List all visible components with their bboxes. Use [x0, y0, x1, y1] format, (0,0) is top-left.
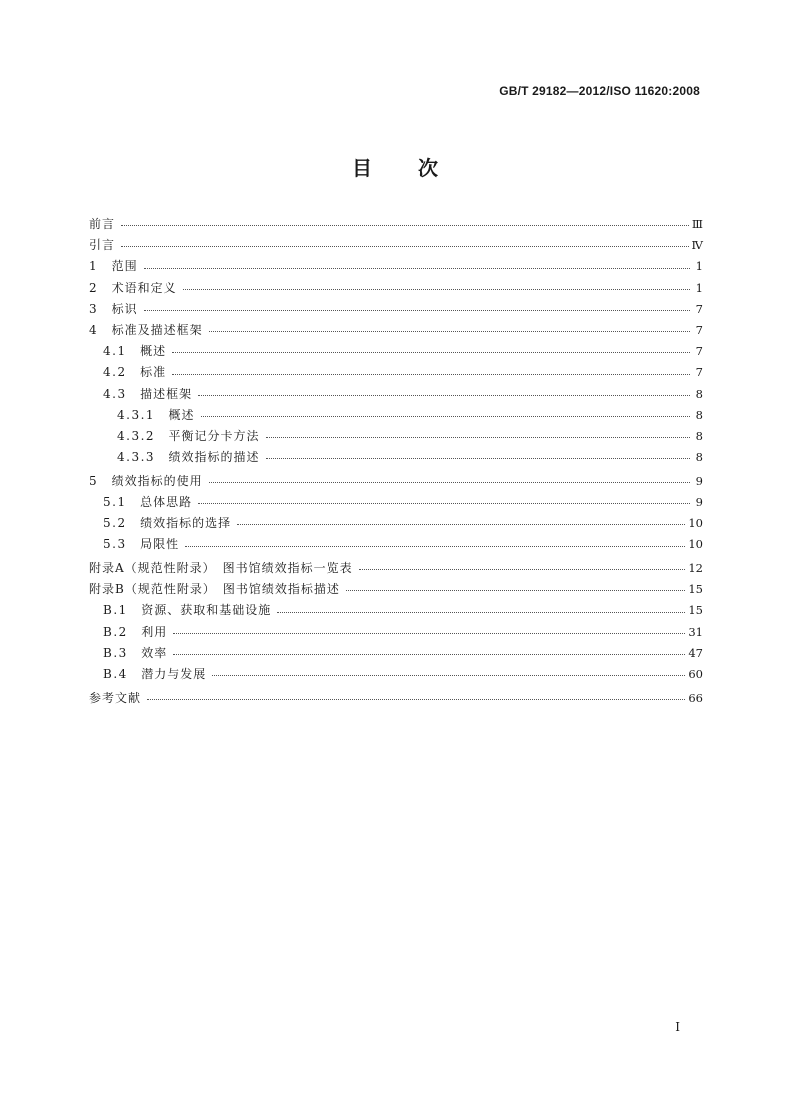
toc-leader-dots [198, 395, 690, 396]
toc-entry-page: 60 [688, 666, 703, 681]
toc-entry-label: 概述 [168, 407, 195, 422]
toc-entry-page: Ⅲ [691, 217, 703, 231]
toc-entry-label: 利用 [141, 624, 168, 639]
toc-entry-number: 4.3.2 [117, 428, 169, 443]
toc-entry-label: 标识 [111, 301, 138, 316]
toc-entry-label: 资源、获取和基础设施 [141, 603, 272, 618]
toc-leader-dots [266, 458, 690, 459]
toc-leader-dots [212, 675, 685, 676]
toc-leader-dots [144, 310, 690, 311]
toc-entry-number: 2 [89, 280, 112, 295]
toc-entry[interactable] [89, 214, 703, 235]
toc-leader-dots [121, 225, 689, 226]
toc-entry[interactable] [89, 426, 703, 447]
toc-entry-label: 概述 [140, 344, 167, 359]
toc-leader-dots [209, 482, 690, 483]
toc-entry-number: B.2 [103, 624, 142, 639]
toc-entry-page: 31 [688, 624, 703, 639]
toc-entry-number: 1 [89, 259, 112, 274]
toc-entry[interactable] [89, 235, 703, 256]
toc-entry-label: 术语和定义 [111, 280, 177, 295]
toc-leader-dots [147, 699, 685, 700]
toc-entry[interactable] [89, 405, 703, 426]
toc-entry[interactable] [89, 471, 703, 492]
toc-entry-page: 10 [688, 516, 703, 531]
toc-entry-page: 8 [695, 450, 703, 465]
toc-entry-number: 4.3.1 [117, 407, 169, 422]
toc-entry[interactable] [89, 558, 703, 579]
toc-entry-number: 4.2 [103, 365, 141, 380]
toc-entry-label: 标准 [140, 365, 167, 380]
toc-entry-label: 范围 [111, 259, 138, 274]
toc-entry[interactable] [89, 622, 703, 643]
toc-leader-dots [198, 503, 690, 504]
toc-leader-dots [359, 569, 686, 570]
toc-entry-number: 4.3 [103, 386, 141, 401]
toc-entry-label: 引言 [89, 238, 116, 253]
page-title: 目 次 [352, 156, 440, 180]
toc-leader-dots [121, 246, 688, 247]
toc-entry[interactable] [89, 341, 703, 362]
toc-entry-number: 5 [89, 473, 112, 488]
toc-entry-number: 5.3 [103, 537, 141, 552]
toc-entry-page: 1 [695, 280, 703, 295]
toc-entry[interactable] [89, 688, 703, 709]
toc-leader-dots [185, 546, 685, 547]
toc-entry-page: Ⅳ [691, 238, 703, 253]
toc-entry[interactable] [89, 278, 703, 299]
toc-entry-number: B.3 [103, 645, 142, 660]
toc-entry-page: 7 [695, 365, 703, 380]
toc-entry-label: 前言 [89, 217, 116, 231]
toc-entry-page: 12 [688, 561, 703, 575]
toc-entry-label: 总体思路 [140, 494, 193, 509]
toc-leader-dots [209, 331, 690, 332]
toc-entry-page: 1 [695, 259, 703, 274]
toc-entry-page: 7 [695, 301, 703, 316]
toc-entry-page: 10 [688, 537, 703, 552]
toc-entry-page: 66 [688, 690, 703, 705]
toc-leader-dots [172, 374, 690, 375]
toc-entry[interactable] [89, 362, 703, 383]
toc-entry-label: 潜力与发展 [141, 666, 207, 681]
toc-entry-label: 效率 [141, 645, 168, 660]
toc-leader-dots [172, 352, 690, 353]
toc-entry-label: 平衡记分卡方法 [168, 428, 260, 443]
toc-entry-page: 7 [695, 344, 703, 359]
toc-entry-number: 4 [89, 322, 112, 337]
toc-leader-dots [237, 524, 685, 525]
standard-code: GB/T 29182—2012/ISO 11620:2008 [499, 84, 700, 98]
toc-entry-number: 5.1 [103, 494, 141, 509]
toc-entry[interactable] [89, 447, 703, 468]
toc-entry[interactable] [89, 256, 703, 277]
toc-leader-dots [346, 590, 686, 591]
toc-entry[interactable] [89, 320, 703, 341]
toc-entry-page: 7 [695, 322, 703, 337]
toc-entry-label: 附录B（规范性附录） 图书馆绩效指标描述 [89, 582, 340, 597]
toc-entry-number: B.1 [103, 603, 142, 618]
toc-entry-label: 描述框架 [140, 386, 193, 401]
toc-entry-label: 绩效指标的使用 [111, 473, 203, 488]
toc-leader-dots [183, 289, 690, 290]
toc-entry-page: 8 [695, 428, 703, 443]
toc-entry-label: 参考文献 [89, 690, 142, 705]
toc-entry-page: 9 [695, 494, 703, 509]
toc-leader-dots [173, 633, 685, 634]
toc-entry-number: 3 [89, 301, 112, 316]
toc-entry-label: 标准及描述框架 [111, 322, 203, 337]
toc-entry-page: 47 [688, 645, 703, 660]
toc-entry-number: B.4 [103, 666, 142, 681]
toc-entry-page: 15 [688, 603, 703, 618]
table-of-contents [89, 214, 703, 709]
toc-entry[interactable] [89, 664, 703, 685]
toc-leader-dots [173, 654, 685, 655]
toc-entry-label: 附录A（规范性附录） 图书馆绩效指标一览表 [89, 561, 353, 575]
toc-entry-page: 8 [695, 407, 703, 422]
toc-entry-number: 5.2 [103, 516, 141, 531]
toc-entry[interactable] [89, 384, 703, 405]
toc-entry-label: 绩效指标的选择 [140, 516, 232, 531]
toc-entry[interactable] [89, 643, 703, 664]
toc-leader-dots [201, 416, 690, 417]
toc-entry-page: 15 [688, 582, 703, 597]
toc-entry-page: 9 [695, 473, 703, 488]
toc-entry[interactable] [89, 600, 703, 621]
toc-entry-number: 4.1 [103, 344, 141, 359]
toc-leader-dots [144, 268, 690, 269]
toc-entry-label: 局限性 [140, 537, 180, 552]
toc-leader-dots [266, 437, 690, 438]
toc-entry[interactable] [89, 513, 703, 534]
toc-leader-dots [277, 612, 685, 613]
page-number: Ⅰ [675, 1020, 680, 1034]
toc-entry-label: 绩效指标的描述 [168, 450, 260, 465]
toc-entry[interactable] [89, 534, 703, 555]
toc-entry[interactable] [89, 299, 703, 320]
toc-entry-number: 4.3.3 [117, 450, 169, 465]
toc-entry-page: 8 [695, 386, 703, 401]
toc-entry[interactable] [89, 492, 703, 513]
toc-entry[interactable] [89, 579, 703, 600]
